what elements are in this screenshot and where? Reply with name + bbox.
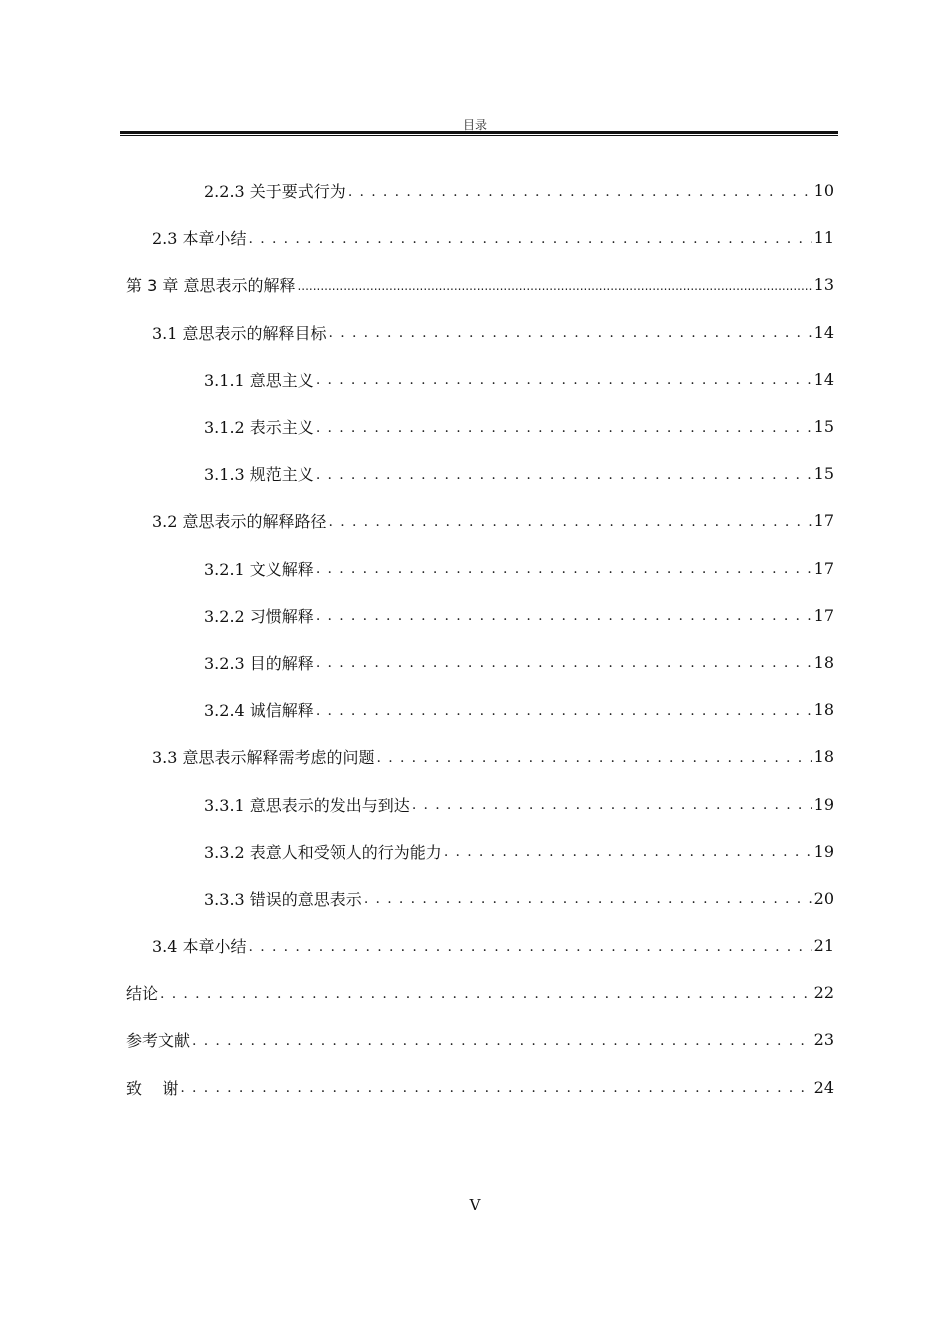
toc-entry-page: 18 xyxy=(813,652,834,672)
toc-leader-dots xyxy=(329,322,812,342)
toc-entry[interactable] xyxy=(126,497,834,544)
toc-entry-label: 3.2 意思表示的解释路径 xyxy=(152,512,327,532)
toc-entry[interactable] xyxy=(126,214,834,261)
toc-entry[interactable] xyxy=(126,733,834,780)
toc-entry[interactable] xyxy=(126,167,834,214)
toc-entry-page: 14 xyxy=(813,369,834,389)
toc-entry-page: 14 xyxy=(813,322,834,342)
toc-entry-label: 第 3 章 意思表示的解释 xyxy=(126,276,296,296)
toc-entry-page: 22 xyxy=(813,983,834,1003)
toc-entry-label: 2.2.3 关于要式行为 xyxy=(204,182,346,202)
toc-leader-dots xyxy=(316,369,812,389)
toc-entry-label: 致 谢 xyxy=(126,1078,179,1098)
toc-leader-dots xyxy=(316,417,812,437)
toc-leader-dots xyxy=(192,1030,812,1050)
toc-entry-label: 3.1.2 表示主义 xyxy=(204,418,314,438)
toc-entry-label: 3.2.1 文义解释 xyxy=(204,559,314,579)
toc-entry-page: 10 xyxy=(813,181,834,201)
header-divider xyxy=(120,131,838,136)
toc-entry-page: 15 xyxy=(813,464,834,484)
toc-entry-page: 15 xyxy=(813,417,834,437)
toc-leader-dots xyxy=(377,747,812,767)
toc-leader-dots xyxy=(364,888,812,908)
toc-entry[interactable] xyxy=(126,828,834,875)
toc-entry-label: 3.3.3 错误的意思表示 xyxy=(204,889,362,909)
toc-entry[interactable] xyxy=(126,969,834,1016)
toc-entry-label: 3.3.1 意思表示的发出与到达 xyxy=(204,795,410,815)
toc-entry-label: 3.2.4 诚信解释 xyxy=(204,701,314,721)
toc-leader-dots xyxy=(249,936,812,956)
toc-entry[interactable] xyxy=(126,450,834,497)
toc-entry[interactable] xyxy=(126,1064,834,1111)
toc-entry-label: 参考文献 xyxy=(126,1031,191,1051)
toc-entry-label: 3.1 意思表示的解释目标 xyxy=(152,323,327,343)
toc-entry-page: 11 xyxy=(813,228,834,248)
toc-leader-dots xyxy=(249,228,812,248)
toc-entry-label: 3.4 本章小结 xyxy=(152,937,247,957)
toc-entry[interactable] xyxy=(126,403,834,450)
toc-entry-page: 18 xyxy=(813,747,834,767)
toc-entry[interactable] xyxy=(126,639,834,686)
toc-entry-page: 13 xyxy=(813,275,834,295)
toc-entry-page: 19 xyxy=(813,794,834,814)
page-number: V xyxy=(469,1196,481,1214)
toc-entry-label: 结论 xyxy=(126,984,159,1004)
toc-entry-page: 17 xyxy=(813,511,834,531)
toc-leader-dots xyxy=(444,841,812,861)
toc-entry[interactable] xyxy=(126,1016,834,1063)
toc-entry-label: 3.1.1 意思主义 xyxy=(204,370,314,390)
toc-entry-label: 3.3.2 表意人和受领人的行为能力 xyxy=(204,842,442,862)
toc-entry[interactable] xyxy=(126,922,834,969)
toc-entry-page: 17 xyxy=(813,605,834,625)
toc-entry-page: 23 xyxy=(813,1030,834,1050)
toc-entry-page: 20 xyxy=(813,888,834,908)
toc-leader-dots xyxy=(160,983,812,1003)
toc-entry[interactable] xyxy=(126,545,834,592)
toc-entry[interactable] xyxy=(126,592,834,639)
table-of-contents xyxy=(126,167,834,1111)
toc-entry-page: 17 xyxy=(813,558,834,578)
toc-entry[interactable] xyxy=(126,309,834,356)
toc-leader-dots xyxy=(348,181,812,201)
toc-entry-label: 3.3 意思表示解释需考虑的问题 xyxy=(152,748,375,768)
toc-entry-page: 24 xyxy=(813,1077,834,1097)
toc-entry[interactable] xyxy=(126,356,834,403)
toc-leader-dots xyxy=(316,605,812,625)
toc-leader-dots xyxy=(412,794,812,814)
toc-entry[interactable] xyxy=(126,780,834,827)
toc-leader-dots xyxy=(316,700,812,720)
toc-leader-dots xyxy=(316,558,812,578)
toc-leader-dots xyxy=(180,1077,811,1097)
toc-entry-page: 21 xyxy=(813,936,834,956)
toc-entry-page: 19 xyxy=(813,841,834,861)
toc-chapter-entry[interactable] xyxy=(126,261,834,308)
toc-leader-dots xyxy=(329,511,812,531)
toc-leader-dots xyxy=(316,464,812,484)
toc-entry-page: 18 xyxy=(813,700,834,720)
toc-entry-label: 2.3 本章小结 xyxy=(152,229,247,249)
toc-entry-label: 3.1.3 规范主义 xyxy=(204,465,314,485)
page-header-title: 目录 xyxy=(462,118,487,132)
toc-leader-dots xyxy=(297,275,811,295)
toc-entry-label: 3.2.3 目的解释 xyxy=(204,653,314,673)
toc-entry[interactable] xyxy=(126,875,834,922)
toc-leader-dots xyxy=(316,652,812,672)
toc-entry-label: 3.2.2 习惯解释 xyxy=(204,606,314,626)
toc-entry[interactable] xyxy=(126,686,834,733)
